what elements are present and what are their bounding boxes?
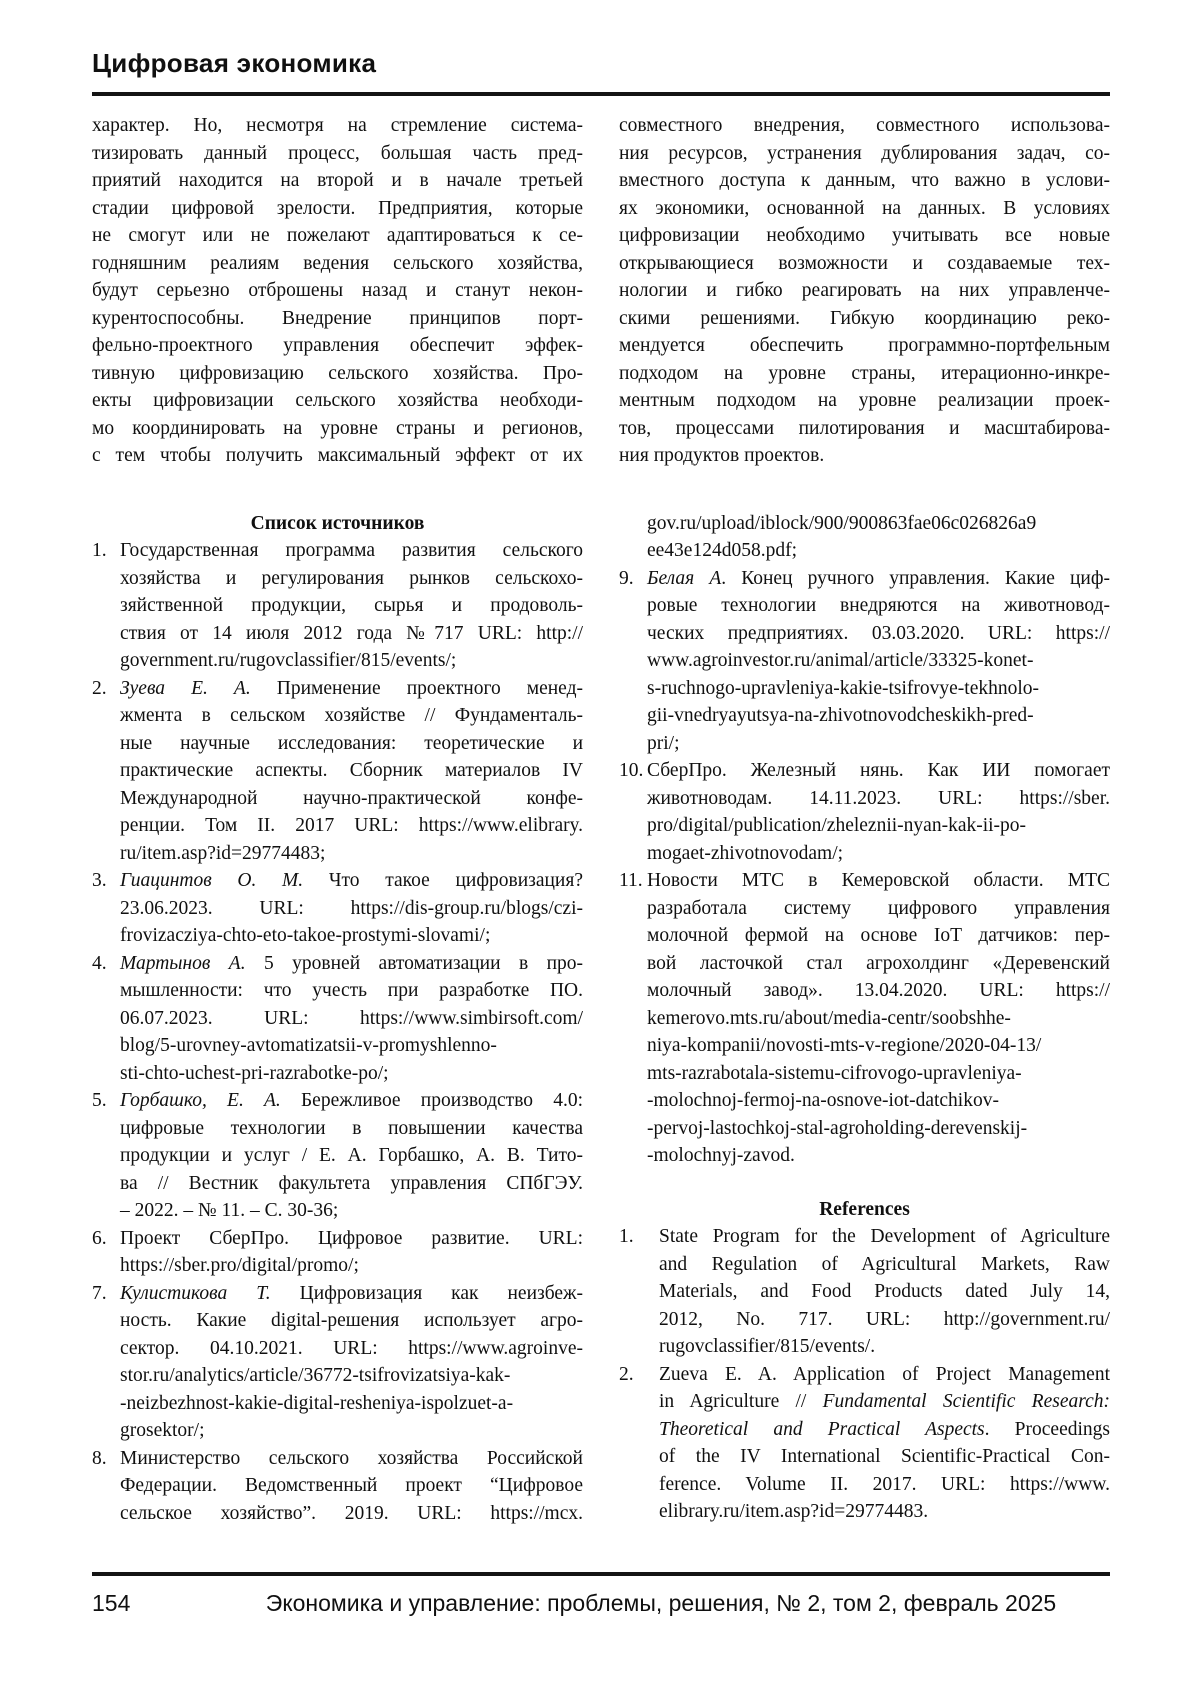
text-line: stor.ru/analytics/article/36772-tsifrovizatsiya-kak- [120, 1365, 511, 1386]
text-line: СберПро. Железный нянь. Как ИИ помогает [647, 760, 1110, 781]
text-line: blog/5-urovney-avtomatizatsii-v-promyshlenno- [120, 1035, 497, 1056]
right-column [619, 112, 1110, 1527]
text-line: 06.07.2023. URL: https://www.simbirsoft.com/ [120, 1007, 583, 1029]
text-line: с тем чтобы получить максимальный эффект от их [92, 445, 583, 466]
text-line: мо координировать на уровне страны и регионов, [92, 417, 583, 439]
item-number: 1. [619, 1226, 634, 1247]
item-number: 7. [92, 1282, 107, 1304]
page-header [92, 48, 1110, 96]
text-line: молочной фермой на основе IoT датчиков: пер- [647, 925, 1110, 946]
text-line: Materials, and Food Products dated July 14, [659, 1281, 1110, 1302]
left-column [92, 112, 583, 1527]
text-line: niya-kompanii/novosti-mts-v-regione/2020-04-13/ [647, 1035, 1042, 1056]
text-line: pro/digital/publication/zheleznii-nyan-kak-ii-po- [647, 815, 1027, 836]
reference-item [92, 1225, 583, 1280]
text-line: ные научные исследования: теоретические и [120, 732, 583, 754]
reference-item [619, 867, 1110, 1170]
text-line: екты цифровизации сельского хозяйства необходи- [92, 390, 583, 411]
text-line: Горбашко, Е. А. Бережливое производство 4.0: [120, 1090, 583, 1111]
text-line: elibrary.ru/item.asp?id=29774483. [659, 1501, 929, 1522]
text-line: ческих предприятиях. 03.03.2020. URL: https:// [647, 622, 1110, 644]
item-number: 4. [92, 952, 107, 974]
text-line: ствия от 14 июля 2012 года №717 URL: http:// [120, 622, 583, 644]
text-line: Министерство сельского хозяйства Российской [120, 1447, 583, 1469]
text-line: ях экономики, основанной на данных. В условиях [619, 197, 1110, 219]
text-line: хозяйства и регулирования рынков сельскохо- [120, 567, 583, 589]
text-line: сельское хозяйство”. 2019. URL: https://mcx. [120, 1502, 583, 1524]
text-line: of the IV International Scientific-Practical Con- [659, 1446, 1110, 1467]
text-line: не смогут или не пожелают адаптироваться к се- [92, 225, 583, 246]
sources-list [92, 537, 583, 1527]
item-number: 2. [619, 1363, 634, 1385]
text-line: Федерации. Ведомственный проект “Цифровое [120, 1475, 583, 1496]
text-line: ference. Volume II. 2017. URL: https://www. [659, 1473, 1110, 1495]
text-line: ва // Вестник факультета управления СПбГЭУ. [120, 1172, 583, 1194]
text-line: практические аспекты. Сборник материалов IV [120, 760, 583, 781]
text-line: State Program for the Development of Agriculture [659, 1226, 1110, 1247]
text-line: ментным подходом на уровне реализации проек- [619, 390, 1110, 411]
item-number: 6. [92, 1227, 107, 1249]
text-line: Государственная программа развития сельского [120, 540, 583, 561]
text-line: цифровые технологии в повышении качества [120, 1117, 583, 1139]
text-line: мендуется обеспечить программно-портфельным [619, 335, 1110, 356]
text-line: ния продуктов проектов. [619, 445, 825, 466]
text-line: годняшним реалиям ведения сельского хозяйства, [92, 252, 583, 274]
text-line: стадии цифровой зрелости. Предприятия, которые [92, 197, 583, 219]
text-line: вместного доступа к данным, что важно в услови- [619, 170, 1110, 191]
text-line: 23.06.2023. URL: https://dis-group.ru/blogs/czi- [120, 897, 583, 919]
reference-item [619, 757, 1110, 867]
journal-footer: Экономика и управление: проблемы, решения, № 2, том 2, февраль 2025 [265, 1590, 1057, 1616]
text-line: мышленности: что учесть при разработке ПО. [120, 980, 583, 1001]
text-line: разработала систему цифрового управления [647, 897, 1110, 919]
text-line: Зуева Е. А. Применение проектного менед- [120, 677, 583, 699]
sources-heading: Список источников [250, 512, 425, 534]
text-line: -molochnyj-zavod. [647, 1145, 795, 1166]
sources-list-continued [619, 510, 1110, 1170]
text-line: -pervoj-lastochkoj-stal-agroholding-derevenskij- [647, 1117, 1028, 1139]
reference-item [619, 1361, 1110, 1526]
text-line: ность. Какие digital-решения использует агро- [120, 1310, 583, 1331]
text-line: ru/item.asp?id=29774483; [120, 842, 326, 864]
item-number: 8. [92, 1447, 107, 1469]
item-number: 11. [619, 870, 643, 891]
reference-item [92, 675, 583, 868]
text-line: kemerovo.mts.ru/about/media-centr/soobshhe- [647, 1007, 1011, 1029]
reference-item [92, 1087, 583, 1225]
text-line: – 2022. – № 11. – С. 30-36; [120, 1200, 339, 1221]
reference-item [92, 1280, 583, 1445]
text-line: in Agriculture // Fundamental Scientific Research: [659, 1391, 1110, 1412]
reference-item [619, 510, 1110, 565]
text-line: скими решениями. Гибкую координацию реко- [619, 307, 1110, 329]
text-line: grosektor/; [120, 1420, 205, 1441]
text-line: нологии и гибко реагировать на них управленче- [619, 280, 1110, 301]
text-line: gov.ru/upload/iblock/900/900863fae06c026826a9 [647, 512, 1037, 534]
item-number: 2. [92, 677, 107, 699]
text-line: цифровизации необходимо учитывать все новые [619, 225, 1110, 246]
item-number: 10. [619, 760, 644, 781]
section-header: Цифровая экономика [92, 48, 377, 78]
text-line: Проект СберПро. Цифровое развитие. URL: [120, 1227, 583, 1249]
text-line: жмента в сельском хозяйстве // Фундаменталь- [120, 705, 583, 726]
text-line: фельно-проектного управления обеспечит эффек- [92, 335, 583, 356]
text-line: frovizacziya-chto-eto-takoe-prostymi-slovami/; [120, 925, 491, 946]
text-line: молочный завод». 13.04.2020. URL: https:// [647, 980, 1110, 1001]
item-number: 3. [92, 870, 107, 891]
text-line: and Regulation of Agricultural Markets, Raw [659, 1253, 1110, 1275]
text-line: продукции и услуг / Е. А. Горбашко, А. В. Тито- [120, 1145, 583, 1166]
reference-item [619, 565, 1110, 758]
text-line: сектор. 04.10.2021. URL: https://www.agroinve- [120, 1337, 583, 1359]
text-line: подходом на уровне страны, итерационно-инкре- [619, 362, 1110, 384]
text-line: вой ласточкой стал агрохолдинг «Деревенский [647, 952, 1110, 974]
footer-row [92, 1588, 1110, 1618]
text-line: Новости МТС в Кемеровской области. МТС [647, 870, 1110, 891]
item-number: 1. [92, 540, 107, 561]
text-line: открывающиеся возможности и создаваемые тех- [619, 252, 1110, 274]
text-line: rugovclassifier/815/events/. [659, 1336, 876, 1357]
text-line: -molochnoj-fermoj-na-osnove-iot-datchikov- [647, 1090, 999, 1111]
reference-item [92, 1445, 583, 1528]
text-line: Theoretical and Practical Aspects. Proceedings [659, 1418, 1110, 1440]
text-line: тизировать данный процесс, большая часть пред- [92, 142, 583, 164]
page-footer [92, 1572, 1110, 1618]
text-line: https://sber.pro/digital/promo/; [120, 1255, 359, 1276]
text-line: тов, процессами пилотирования и масштабирова- [619, 417, 1110, 439]
text-line: www.agroinvestor.ru/animal/article/33325-konet- [647, 650, 1034, 671]
references-heading: References [819, 1198, 910, 1220]
text-line: mts-razrabotala-sistemu-cifrovogo-upravleniya- [647, 1062, 1022, 1084]
text-line: Международной научно-практической конфе- [120, 787, 583, 809]
text-line: зяйственной продукции, сырья и продоволь- [120, 595, 583, 616]
body-paragraph-right [619, 112, 1110, 470]
reference-item [92, 867, 583, 950]
text-line: будут серьезно отброшены назад и станут некон- [92, 280, 583, 301]
text-line: ee43e124d058.pdf; [647, 540, 798, 561]
text-line: совместного внедрения, совместного использова- [619, 115, 1110, 136]
text-line: животноводам. 14.11.2023. URL: https://sber. [647, 787, 1110, 809]
references-list [619, 1223, 1110, 1526]
text-line: курентоспособны. Внедрение принципов порт- [92, 307, 583, 329]
text-line: s-ruchnogo-upravleniya-kakie-tsifrovye-tekhnolo- [647, 677, 1040, 699]
text-line: ния ресурсов, устранения дублирования задач, со- [619, 142, 1110, 164]
reference-item [619, 1223, 1110, 1361]
item-number: 5. [92, 1090, 107, 1111]
text-line: приятий находится на второй и в начале третьей [92, 170, 583, 191]
text-line: gii-vnedryayutsya-na-zhivotnovodcheskikh-pred- [647, 705, 1034, 726]
text-line: mogaet-zhivotnovodam/; [647, 842, 844, 864]
body-paragraph-left [92, 112, 583, 470]
reference-item [92, 950, 583, 1088]
text-line: ровые технологии внедряются на животновод- [647, 595, 1110, 616]
text-line: 2012, No. 717. URL: http://government.ru/ [659, 1308, 1110, 1330]
text-line: Мартынов А. 5 уровней автоматизации в про- [120, 952, 583, 974]
reference-item [92, 537, 583, 675]
text-line: тивную цифровизацию сельского хозяйства. Про- [92, 362, 583, 384]
text-line: government.ru/rugovclassifier/815/events/; [120, 650, 457, 671]
text-line: ренции. Том II. 2017 URL: https://www.elibrary. [120, 815, 583, 836]
text-line: -neizbezhnost-kakie-digital-resheniya-ispolzuet-a- [120, 1392, 514, 1414]
text-line: sti-chto-uchest-pri-razrabotke-po/; [120, 1062, 389, 1084]
text-line: Кулистикова Т. Цифровизация как неизбеж- [120, 1282, 583, 1304]
text-line: характер. Но, несмотря на стремление система- [92, 115, 583, 136]
text-line: Гиацинтов О. М. Что такое цифровизация? [120, 870, 583, 891]
text-line: Zueva E. A. Application of Project Management [659, 1363, 1110, 1385]
item-number: 9. [619, 567, 634, 589]
text-line: pri/; [647, 732, 680, 754]
content-columns [92, 112, 1110, 1527]
page-number: 154 [92, 1590, 131, 1616]
text-line: Белая А. Конец ручного управления. Какие циф- [647, 567, 1110, 589]
